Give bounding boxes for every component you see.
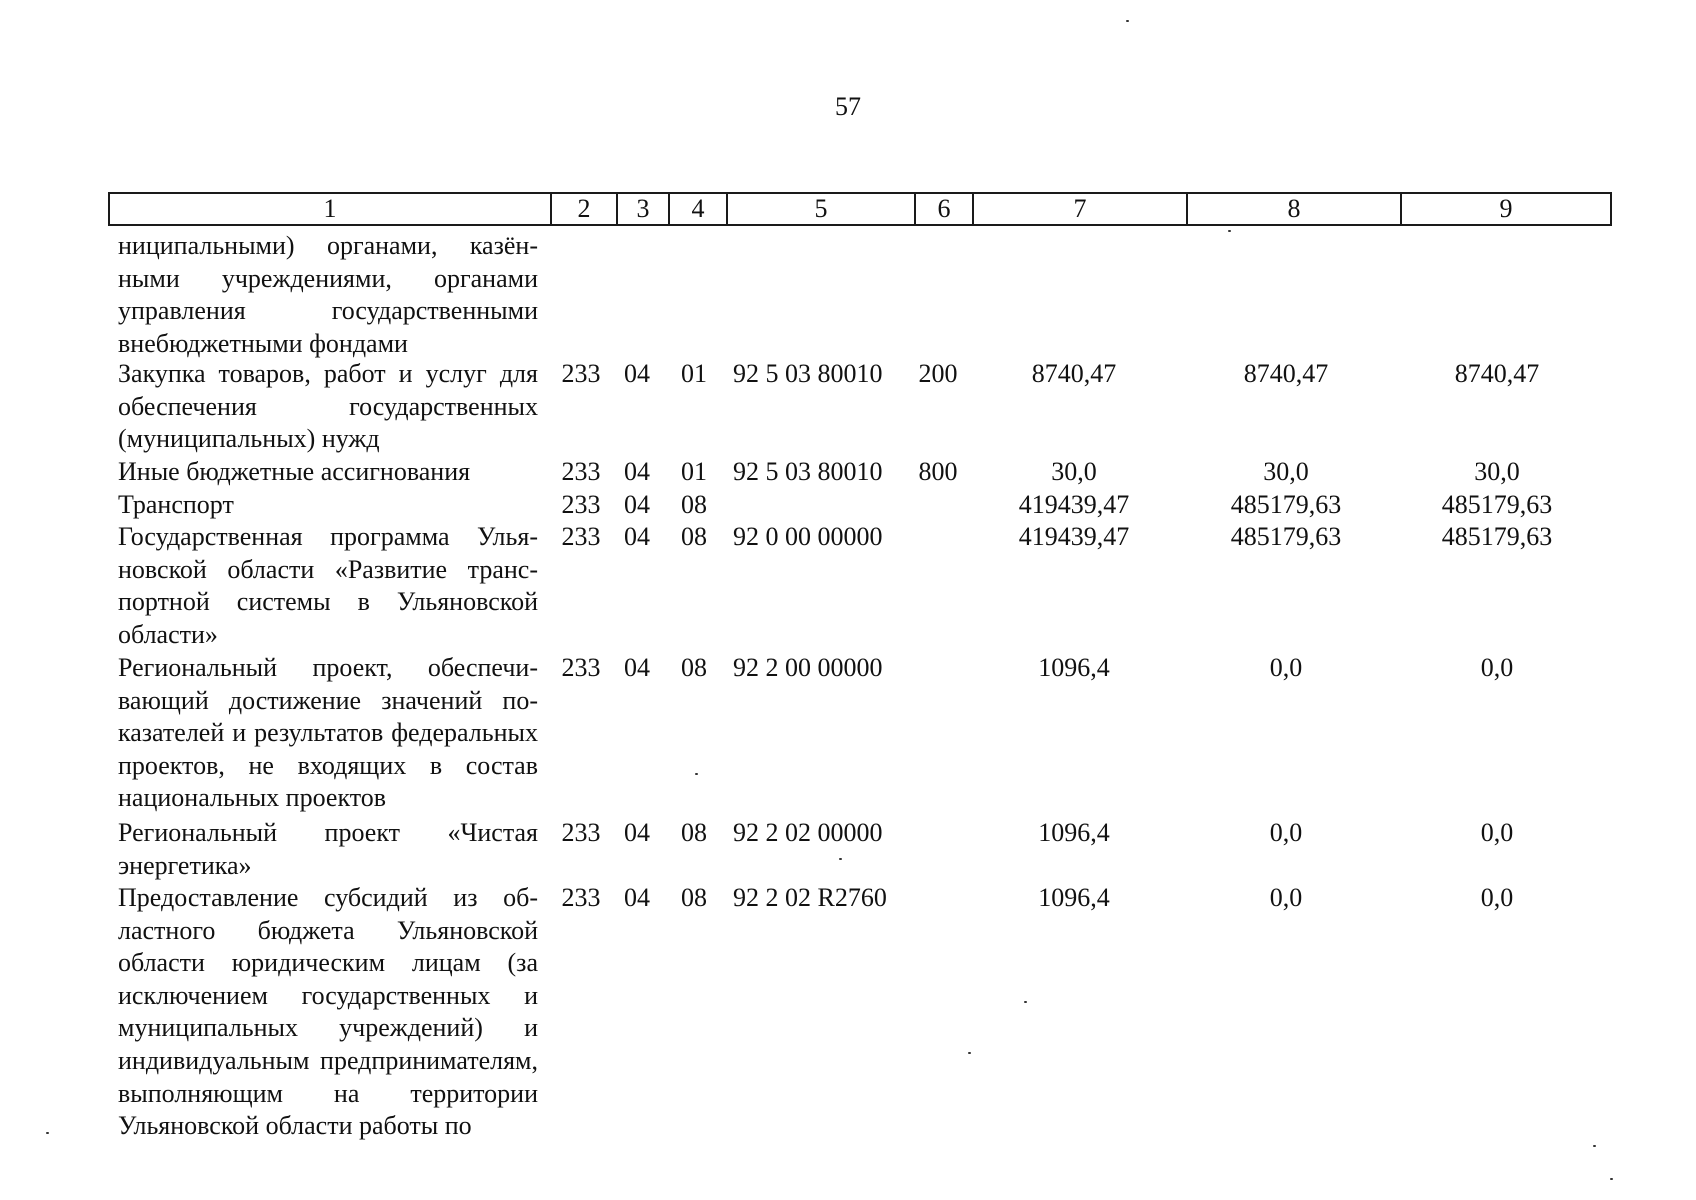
row-amount-col9: 30,0 [1474, 457, 1520, 486]
row-code-expense-type: 800 [918, 457, 958, 486]
row-code-target: 92 0 00 00000 [733, 522, 883, 551]
row-name: Транспорт [118, 490, 234, 519]
row-amount-col9: 0,0 [1480, 818, 1514, 847]
row-code-section: 04 [624, 818, 650, 847]
column-number-header [108, 192, 1612, 226]
row-code-subsection: 08 [681, 883, 707, 912]
row-amount-col8: 0,0 [1269, 818, 1303, 847]
row-amount-col9: 485179,63 [1441, 522, 1553, 551]
row-code-target: 92 5 03 80010 [733, 457, 883, 486]
header-col-3: 3 [617, 193, 669, 225]
row-code-subsection: 08 [681, 818, 707, 847]
row-name: ниципальными) органами, казёнными учреждениями, органами управления государственными внебюджетными фондами [118, 231, 538, 358]
row-code-section: 04 [624, 653, 650, 682]
row-amount-col8: 0,0 [1269, 883, 1303, 912]
row-name: Закупка товаров, работ и услуг для обеспечения государственных (муниципальных) нужд [118, 359, 538, 454]
row-code-section: 04 [624, 457, 650, 486]
header-col-2: 2 [551, 193, 617, 225]
row-name: Государственная программа Ульяновской области «Развитие транспортной системы в Ульяновской области» [118, 522, 538, 649]
row-code-subsection: 01 [681, 359, 707, 388]
row-amount-col7: 1096,4 [1038, 818, 1110, 847]
scan-speck [1610, 1178, 1613, 1180]
row-code-section: 04 [624, 883, 650, 912]
row-amount-col8: 485179,63 [1230, 490, 1342, 519]
row-amount-col8: 8740,47 [1243, 359, 1329, 388]
row-code-target: 92 2 02 00000 [733, 818, 883, 847]
row-amount-col8: 0,0 [1269, 653, 1303, 682]
row-code-section: 04 [624, 490, 650, 519]
row-code-ministry: 233 [561, 457, 601, 486]
row-amount-col9: 8740,47 [1454, 359, 1540, 388]
scan-speck [1228, 230, 1231, 232]
row-code-subsection: 08 [681, 522, 707, 551]
row-amount-col7: 419439,47 [1018, 522, 1130, 551]
row-amount-col7: 419439,47 [1018, 490, 1130, 519]
header-col-4: 4 [669, 193, 727, 225]
row-code-subsection: 08 [681, 653, 707, 682]
scan-speck [695, 773, 698, 775]
scan-speck [1024, 1001, 1027, 1003]
header-col-7: 7 [973, 193, 1187, 225]
scan-speck [1126, 20, 1129, 22]
row-amount-col7: 1096,4 [1038, 653, 1110, 682]
row-name: Предоставление субсидий из областного бюджета Ульяновской области юридическим лицам (за исключением государственных и муниципальных учреждений) и индивидуальным предпринимателям, выполняющим на территории Ульяновской области работы по [118, 883, 538, 1141]
row-amount-col8: 485179,63 [1230, 522, 1342, 551]
row-code-section: 04 [624, 522, 650, 551]
header-col-9: 9 [1401, 193, 1611, 225]
page-number: 57 [835, 92, 861, 121]
row-code-section: 04 [624, 359, 650, 388]
scan-speck [839, 858, 842, 860]
row-amount-col7: 8740,47 [1031, 359, 1117, 388]
row-code-ministry: 233 [561, 359, 601, 388]
row-code-ministry: 233 [561, 883, 601, 912]
row-amount-col9: 485179,63 [1441, 490, 1553, 519]
header-col-6: 6 [915, 193, 973, 225]
row-name: Региональный проект, обеспечивающий достижение значений показателей и результатов федеральных проектов, не входящих в состав национальных проектов [118, 653, 538, 813]
row-code-ministry: 233 [561, 818, 601, 847]
header-col-1: 1 [109, 193, 551, 225]
row-amount-col9: 0,0 [1480, 653, 1514, 682]
row-code-expense-type: 200 [918, 359, 958, 388]
row-name: Региональный проект «Чистая энергетика» [118, 818, 538, 880]
scan-speck [46, 1132, 49, 1134]
row-amount-col8: 30,0 [1263, 457, 1309, 486]
row-code-subsection: 01 [681, 457, 707, 486]
row-code-target: 92 2 00 00000 [733, 653, 883, 682]
row-code-ministry: 233 [561, 653, 601, 682]
row-code-ministry: 233 [561, 490, 601, 519]
row-code-subsection: 08 [681, 490, 707, 519]
row-code-ministry: 233 [561, 522, 601, 551]
row-name: Иные бюджетные ассигнования [118, 457, 471, 486]
row-amount-col9: 0,0 [1480, 883, 1514, 912]
row-code-target: 92 2 02 R2760 [733, 883, 887, 912]
header-col-8: 8 [1187, 193, 1401, 225]
row-code-target: 92 5 03 80010 [733, 359, 883, 388]
scan-speck [968, 1052, 971, 1054]
row-amount-col7: 1096,4 [1038, 883, 1110, 912]
row-amount-col7: 30,0 [1051, 457, 1097, 486]
header-col-5: 5 [727, 193, 915, 225]
scan-speck [1593, 1145, 1596, 1147]
